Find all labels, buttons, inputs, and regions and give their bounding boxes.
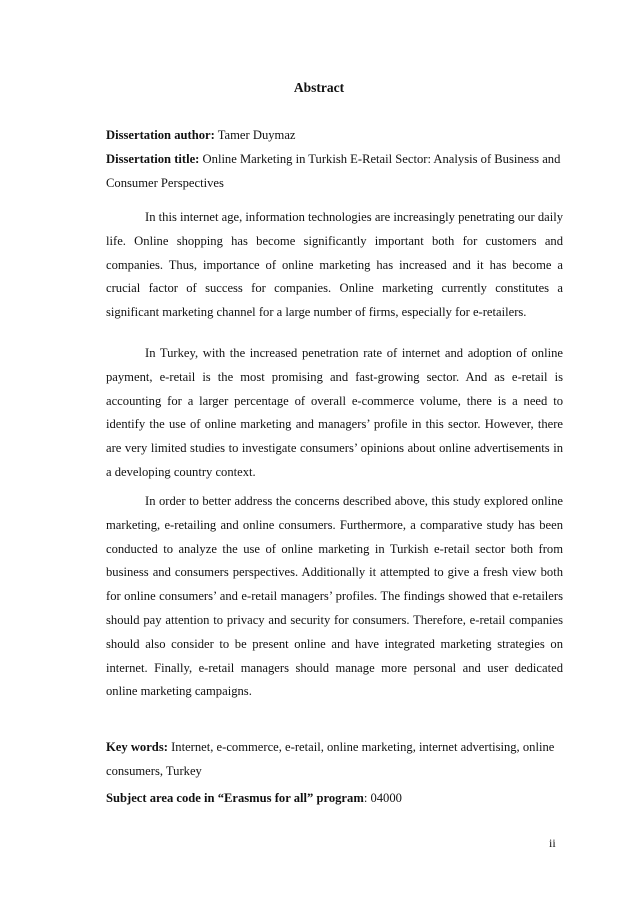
keywords-section: [106, 736, 563, 784]
page-title: Abstract: [293, 80, 345, 95]
subject-area-line: [106, 787, 402, 811]
paragraph-text: In Turkey, with the increased penetration rate of internet and adoption of online payment, e-retail is the most promising and fast-growing sector. And as e-retail is accounting for a larger percentage of overall e-commerce volume, there is a need to identify the use of online marketing and managers’ profile in this sector. However, there are very limited studies to investigate consumers’ opinions about online advertisements in a developing country context.: [106, 346, 563, 479]
abstract-paragraph-1: [106, 206, 563, 325]
dissertation-meta: [106, 96, 563, 195]
subject-label: Subject area code in “Erasmus for all” program: [106, 791, 364, 805]
abstract-paragraph-2: [106, 342, 563, 485]
author-value: Tamer Duymaz: [217, 128, 296, 142]
abstract-paragraph-3: [106, 490, 563, 704]
title-label: Dissertation title:: [106, 151, 200, 166]
paragraph-text: In this internet age, information technologies are increasingly penetrating our daily life. Online shopping has become significantly important both for customers and companies. Thus, importance of online marketing has increased and it has become a crucial factor of success for companies. Online marketing currently constitutes a significant marketing channel for a large number of firms, especially for e-retailers.: [106, 210, 563, 320]
author-label: Dissertation author:: [106, 128, 215, 142]
title-value: Online Marketing in Turkish E-Retail Sector: Analysis of Business and Consumer Perspectives: [106, 151, 561, 190]
keywords-value: Internet, e-commerce, e-retail, online marketing, internet advertising, online consumers, Turkey: [106, 740, 555, 778]
title-line: [106, 148, 563, 196]
subject-value: : 04000: [363, 791, 402, 805]
page-number: ii: [549, 836, 556, 850]
keywords-label: Key words:: [106, 740, 168, 754]
paragraph-text: In order to better address the concerns described above, this study explored online marketing, e-retailing and online consumers. Furthermore, a comparative study has been conducted to analyze the use of online marketing in Turkish e-retail sector both from business and consumers perspectives. Additionally it attempted to give a fresh view both for online consumers’ and e-retail managers’ profiles. The findings showed that e-retailers should pay attention to privacy and security for consumers. Therefore, e-retail companies should also consider to be present online and have integrated marketing strategies on internet. Finally, e-retail managers should manage more personal and user dedicated online marketing campaigns.: [106, 494, 563, 699]
keywords-line: [106, 736, 563, 784]
author-line: [106, 124, 563, 148]
